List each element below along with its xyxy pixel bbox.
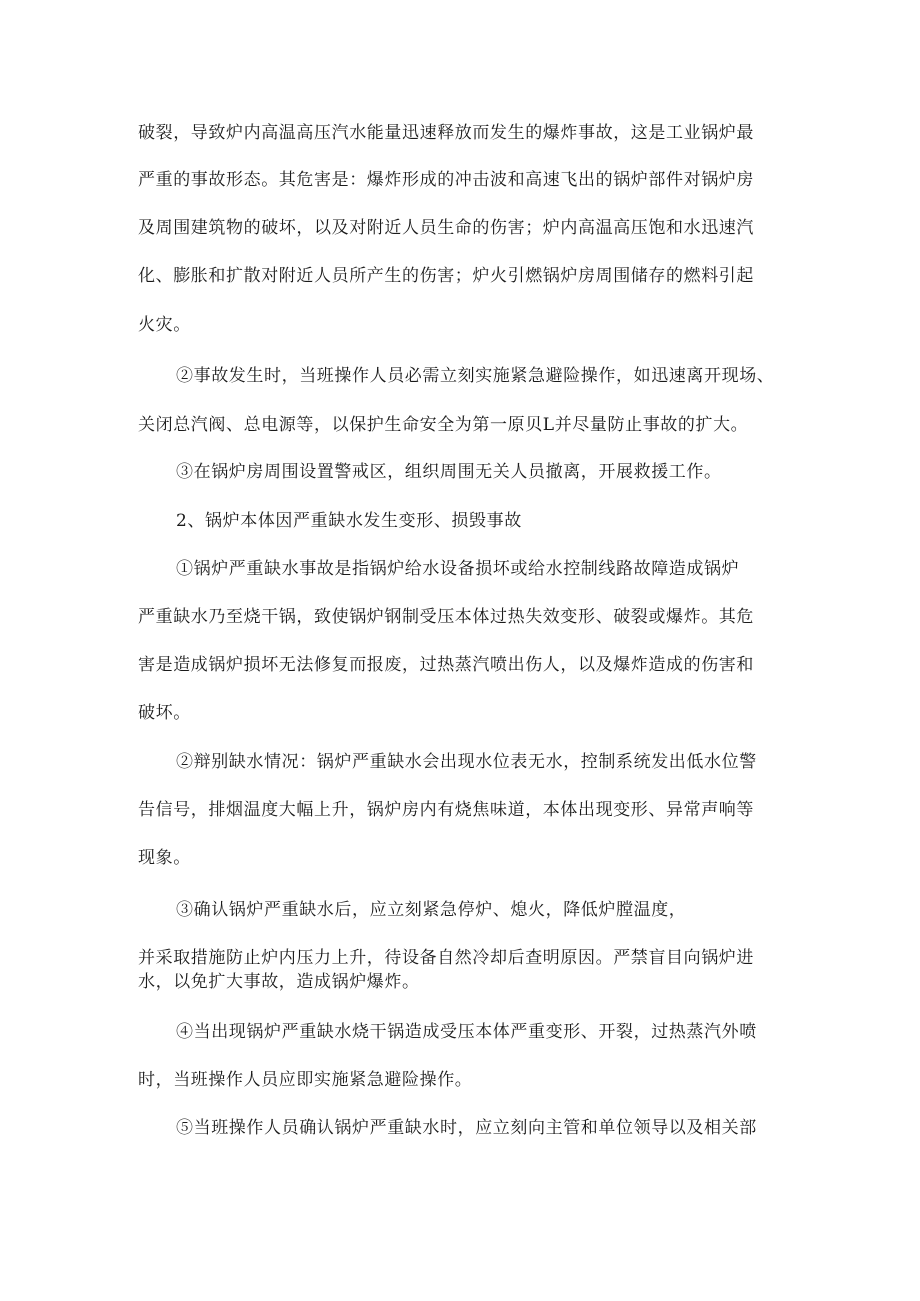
- text-line: 破坏。: [138, 703, 191, 723]
- text-line: ⑤当班操作人员确认锅炉严重缺水时，应立刻向主管和单位领导以及相关部: [176, 1118, 757, 1138]
- text-line: 关闭总汽阀、总电源等，以保护生命安全为第一原贝L并尽量防止事故的扩大。: [138, 415, 749, 435]
- text-line: ②辩别缺水情况：锅炉严重缺水会出现水位表无水，控制系统发出低水位警: [176, 752, 757, 772]
- text-line: 严重缺水乃至烧干锅，致使锅炉钢制受压本体过热失效变形、破裂或爆炸。其危: [138, 607, 754, 627]
- text-line: 破裂，导致炉内高温高压汽水能量迅速释放而发生的爆炸事故，这是工业锅炉最: [138, 123, 754, 143]
- text-line: ②事故发生时，当班操作人员必需立刻实施紧急避险操作，如迅速离开现场、: [176, 366, 775, 386]
- text-line: 现象。: [138, 848, 191, 868]
- text-line: 水，以免扩大事故，造成锅炉爆炸。: [138, 972, 420, 992]
- text-line: ③在锅炉房周围设置警戒区，组织周围无关人员撤离，开展救援工作。: [176, 462, 722, 482]
- text-line: 及周围建筑物的破坏，以及对附近人员生命的伤害；炉内高温高压饱和水迅速汽: [138, 218, 754, 238]
- text-line: 化、膨胀和扩散对附近人员所产生的伤害；炉火引燃锅炉房周围储存的燃料引起: [138, 266, 754, 286]
- text-line: ④当出现锅炉严重缺水烧干锅造成受压本体严重变形、开裂，过热蒸汽外喷: [176, 1022, 757, 1042]
- text-line: 时，当班操作人员应即实施紧急避险操作。: [138, 1070, 473, 1090]
- text-line: 并采取措施防止炉内压力上升，待设备自然冷却后查明原因。严禁盲目向锅炉进: [138, 948, 754, 968]
- text-line: ①锅炉严重缺水事故是指锅炉给水设备损坏或给水控制线路故障造成锅炉: [176, 559, 740, 579]
- section-heading: 2、锅炉本体因严重缺水发生变形、损毁事故: [176, 511, 522, 531]
- text-line: 严重的事故形态。其危害是：爆炸形成的冲击波和高速飞出的锅炉部件对锅炉房: [138, 170, 754, 190]
- text-line: 告信号，排烟温度大幅上升，锅炉房内有烧焦味道，本体出现变形、异常声响等: [138, 800, 754, 820]
- text-line: ③确认锅炉严重缺水后，应立刻紧急停炉、熄火，降低炉膛温度，: [176, 900, 687, 920]
- text-line: 火灾。: [138, 315, 191, 335]
- text-line: 害是造成锅炉损坏无法修复而报废，过热蒸汽喷出伤人，以及爆炸造成的伤害和: [138, 655, 754, 675]
